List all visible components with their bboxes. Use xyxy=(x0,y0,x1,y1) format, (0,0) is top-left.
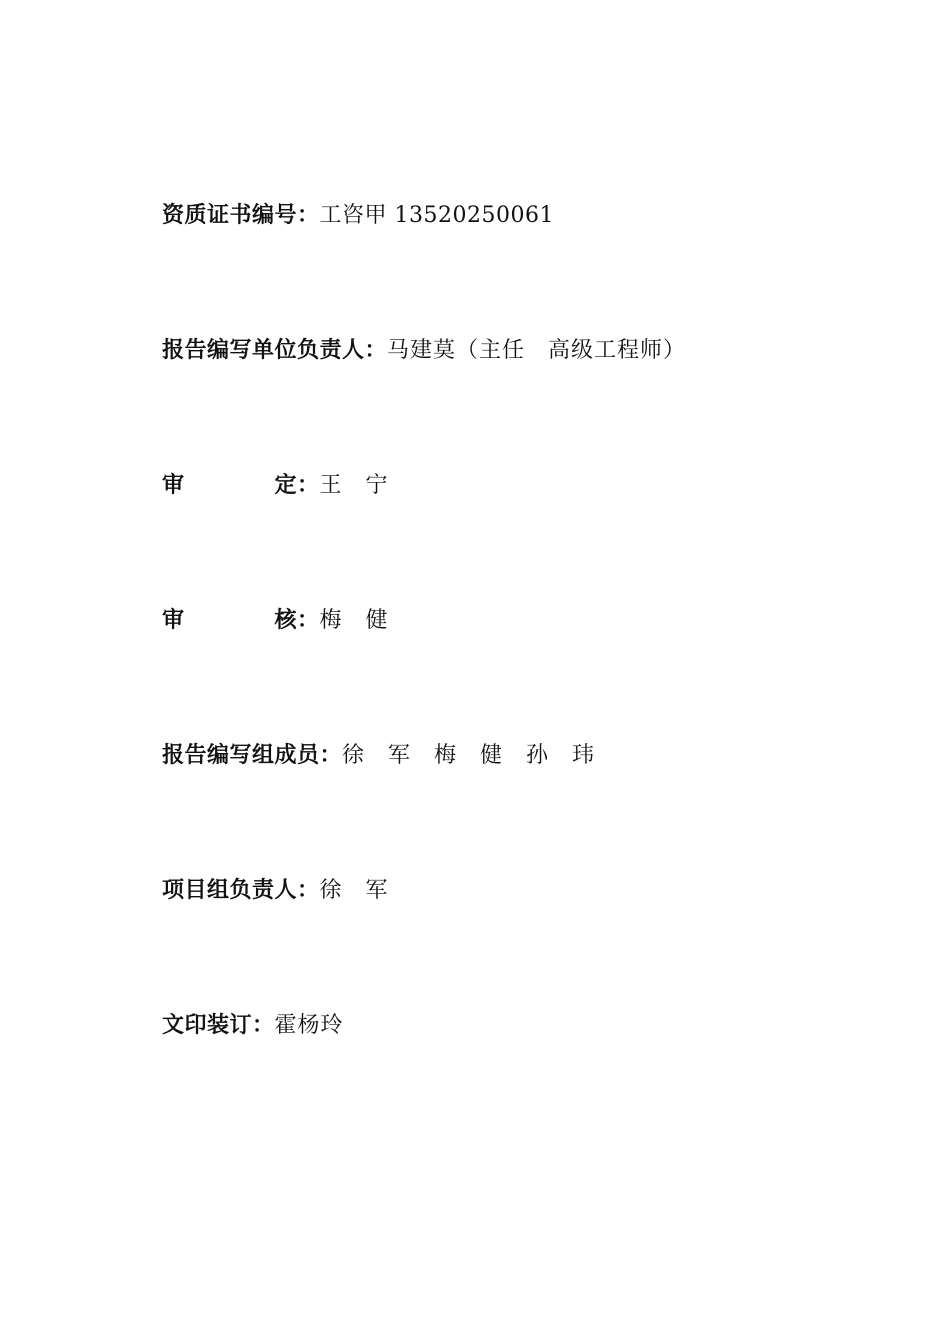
credit-line xyxy=(120,688,820,823)
credit-line xyxy=(120,283,820,418)
credit-value: 马建莫（主任 高级工程师） xyxy=(386,338,686,363)
credit-label: 文印装订： xyxy=(161,1013,275,1038)
credit-line xyxy=(120,958,820,1093)
credit-label: 审 核： xyxy=(161,608,320,633)
credit-label: 报告编写单位负责人： xyxy=(161,338,387,363)
credit-label: 报告编写组成员： xyxy=(161,743,342,768)
credit-line xyxy=(120,553,820,688)
credit-line xyxy=(120,418,820,553)
credit-line xyxy=(120,148,820,283)
credit-value: 徐 军 梅 健 孙 玮 xyxy=(341,743,595,768)
credit-value: 霍杨玲 xyxy=(274,1013,344,1038)
credit-value: 徐 军 xyxy=(319,878,389,903)
credit-value: 工咨甲 13520250061 xyxy=(319,203,554,228)
credit-label: 项目组负责人： xyxy=(161,878,320,903)
credits-block xyxy=(120,148,820,1093)
credit-value: 梅 健 xyxy=(319,608,389,633)
credit-value: 王 宁 xyxy=(319,473,389,498)
credit-line xyxy=(120,823,820,958)
credit-label: 资质证书编号： xyxy=(161,203,320,228)
credit-label: 审 定： xyxy=(161,473,320,498)
